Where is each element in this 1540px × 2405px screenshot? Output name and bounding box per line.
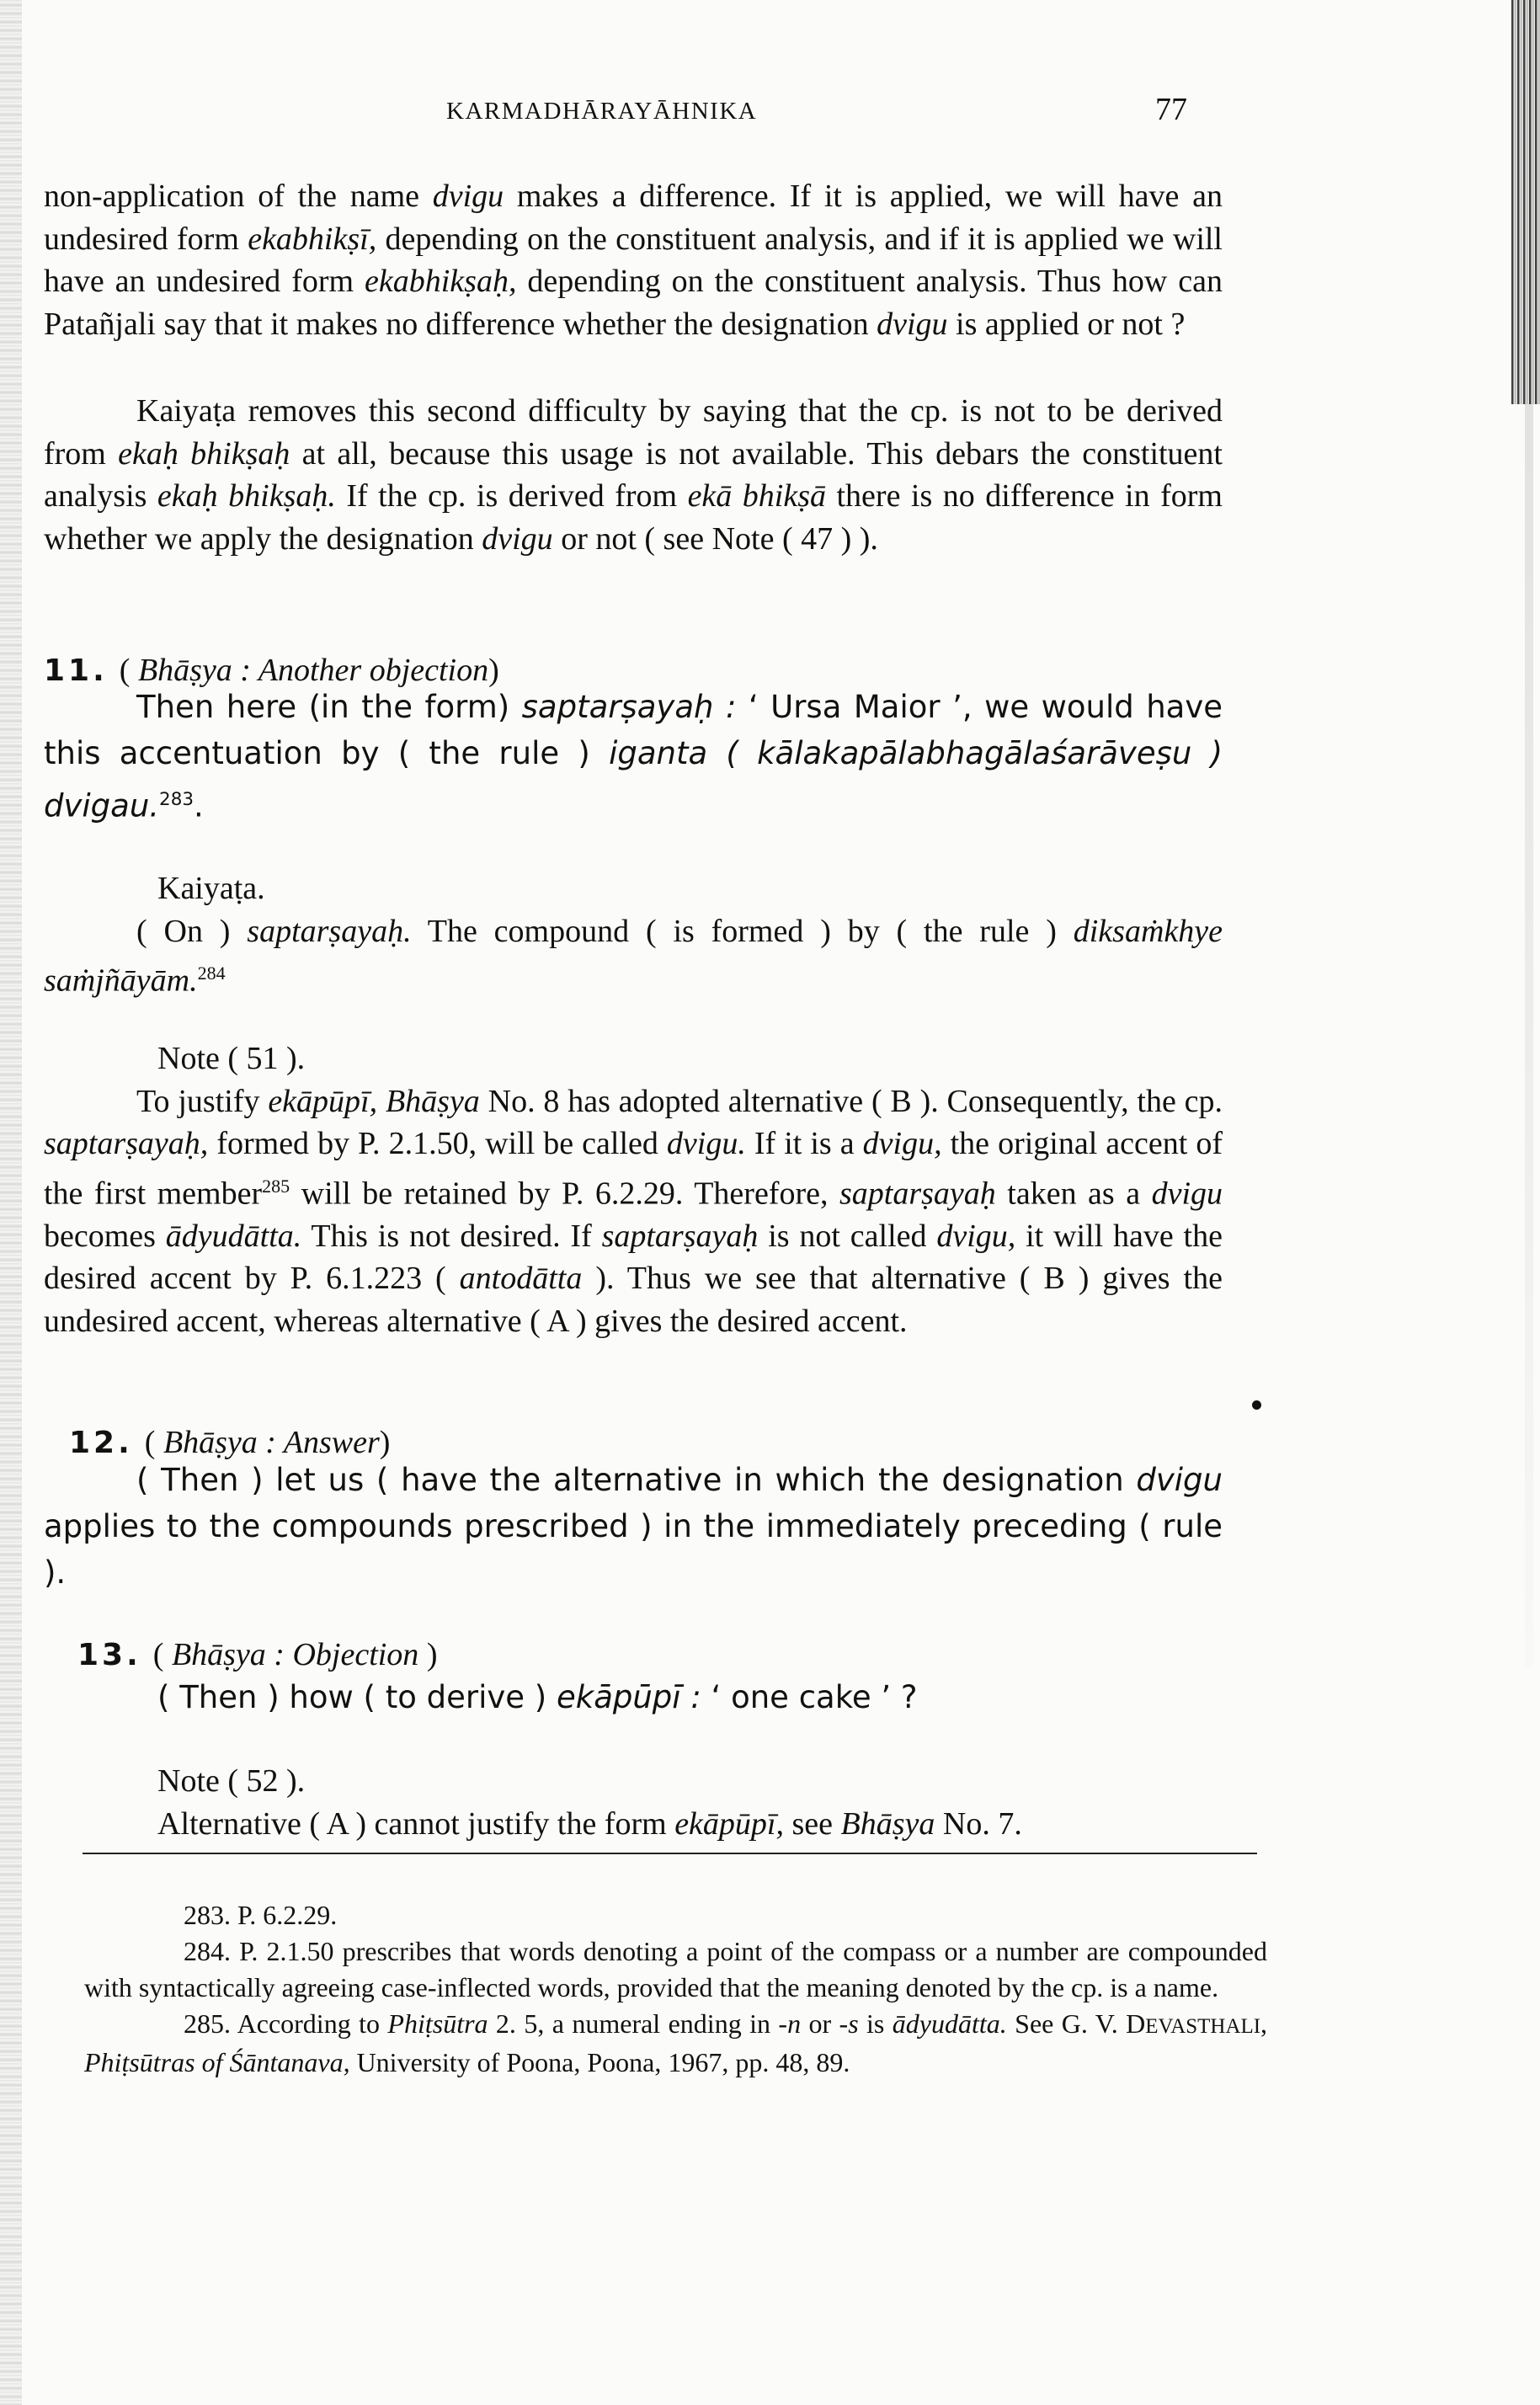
text-run: at all, because this usage is not available. This debars the constituent analysis — [44, 435, 1223, 514]
text-run: This is not desired. If — [301, 1218, 602, 1254]
text-run: ( Then ) how ( to derive ) — [157, 1679, 557, 1715]
text-run: 2. 5, a numeral ending in — [488, 2008, 779, 2039]
text-run: is not called — [758, 1218, 937, 1254]
text-run: Bhāṣya : Objection — [171, 1637, 419, 1672]
text-run: -s — [839, 2008, 859, 2039]
paragraph-continuation — [44, 175, 1223, 345]
text-run: ( — [119, 653, 138, 688]
text-run: ( Then ) let us ( have the alternative in which the designation — [136, 1462, 1137, 1498]
text-run: 283 — [159, 789, 194, 810]
text-run: 284 — [197, 963, 226, 984]
section-heading — [145, 1425, 391, 1460]
page-number: 77 — [1155, 92, 1187, 127]
ink-dot — [1252, 1400, 1261, 1410]
section-heading — [120, 653, 499, 688]
text-run: saptarṣayaḥ. — [247, 913, 412, 949]
text-run: non-application of the name — [44, 179, 433, 214]
text-run: is — [858, 2008, 893, 2039]
section-11-kaiyata — [44, 867, 1223, 1002]
running-title: KARMADHĀRAYĀHNIKA — [446, 98, 758, 125]
text-run: University of Poona, Poona, 1967, pp. 48, 89. — [349, 2047, 850, 2077]
text-run: dvigu — [877, 306, 948, 342]
text-run: 285 — [262, 1175, 290, 1197]
text-run: ekaḥ bhikṣaḥ — [118, 435, 290, 472]
text-run: Alternative ( A ) cannot justify the form — [157, 1805, 675, 1842]
footnote-284 — [84, 1933, 1267, 2006]
text-run: -n — [778, 2008, 802, 2039]
bhasya-text — [44, 684, 1223, 829]
section-11-note — [44, 1037, 1223, 1342]
text-run: Bhāṣya — [840, 1805, 935, 1842]
text-run: is applied or not ? — [947, 306, 1186, 342]
scan-edge-left — [0, 0, 22, 2405]
note-label: Note ( 52 ). — [157, 1763, 306, 1799]
section-number: 13. — [77, 1638, 141, 1672]
text-run: dvigu — [1151, 1176, 1223, 1212]
text-run: No. 8 has adopted alternative ( B ). Consequently, the cp. — [479, 1083, 1223, 1119]
text-run: Kaiyaṭa removes this second difficulty by saying that the cp. is not to be derived from — [44, 393, 1223, 472]
text-run: depending on the constituent analysis, and if it is applied we will have an undesired form — [44, 221, 1223, 299]
text-run: ) — [488, 653, 499, 688]
text-run: will be retained by P. 6.2.29. Therefore, — [290, 1176, 839, 1212]
text-run: ( — [152, 1637, 172, 1672]
scan-edge-right — [1511, 0, 1540, 404]
section-11-bhasya — [44, 684, 1223, 829]
text-run: . — [194, 787, 204, 824]
text-run: The compound ( is formed ) by ( the rule ) — [411, 913, 1074, 949]
text-run: ). Thus we see that alternative ( B ) gives the undesired accent, whereas alternative ( A ) gives the desired accent. — [44, 1261, 1223, 1339]
bhasya-text — [44, 1457, 1223, 1596]
text-run: , — [1260, 2008, 1268, 2039]
text-run: dvigu — [432, 179, 504, 214]
text-run: Bhāṣya — [385, 1083, 480, 1119]
text-run: ādyudātta. — [892, 2008, 1007, 2039]
text-run: diksaṁkhye saṁjñāyām. — [44, 913, 1223, 999]
text-run: the original accent of the first member — [44, 1126, 1223, 1212]
text-run: ekāpūpī : — [557, 1679, 701, 1715]
text-run: Phiṭsūtras of Śāntanava, — [84, 2047, 350, 2077]
section-number: 12. — [69, 1426, 133, 1460]
text-run: iganta ( kālakapālabhagālaśarāveṣu ) dvigau. — [44, 735, 1223, 824]
text-run: or — [801, 2008, 839, 2039]
kaiyata-label: Kaiyaṭa. — [157, 871, 265, 906]
text-run: see — [783, 1805, 841, 1842]
text-run: ādyudātta. — [165, 1218, 302, 1254]
footnote-rule — [83, 1853, 1257, 1854]
footnotes — [84, 1897, 1267, 2081]
note-text — [44, 1803, 1223, 1846]
text-run — [377, 1084, 386, 1119]
text-run: dvigu — [1136, 1462, 1223, 1498]
text-run: ( — [144, 1425, 163, 1460]
scan-edge-right-shadow — [1525, 404, 1533, 1667]
footnote-283 — [84, 1897, 1267, 1933]
note-label: Note ( 51 ). — [157, 1041, 306, 1076]
text-run: 285. According to — [184, 2008, 388, 2039]
text-run: saptarṣayaḥ, — [44, 1126, 209, 1161]
text-run: 284. P. 2.1.50 prescribes that words denoting a point of the compass or a number are compounded with syntactically agreeing case-inflected words, provided that the meaning denoted by the cp. is a name. — [84, 1936, 1267, 2002]
text-run: saptarṣayaḥ — [601, 1218, 759, 1254]
section-heading — [153, 1637, 438, 1672]
section-13-heading — [44, 1634, 1223, 1677]
text-run: Phiṭsūtra — [387, 2008, 488, 2039]
text-run: dvigu, — [936, 1218, 1016, 1254]
section-12-bhasya — [44, 1457, 1223, 1596]
section-13-bhasya — [44, 1674, 1223, 1720]
bhasya-text — [44, 1674, 1223, 1720]
text-run: ekāpūpī, — [268, 1083, 378, 1119]
text-run: See G. V. D — [1006, 2008, 1146, 2039]
text-run: EVASTHALI — [1145, 2015, 1261, 2038]
paragraph-kaiyata-removal — [44, 390, 1223, 560]
text-run: it will have the desired accent by P. 6.1.223 ( — [44, 1218, 1223, 1297]
text-run: makes a difference. If it is applied, we will have an undesired form — [44, 179, 1223, 257]
text-run: dvigu, — [862, 1126, 942, 1161]
section-13-note — [44, 1760, 1223, 1845]
text-run: dvigu — [482, 520, 553, 557]
text-run: ekabhikṣī, — [248, 221, 377, 257]
text-run: or not ( see Note ( 47 ) ). — [552, 520, 878, 557]
footnote-285 — [84, 2006, 1267, 2081]
text-run: taken as a — [995, 1176, 1152, 1212]
text-run: No. 7. — [935, 1805, 1022, 1842]
text-run: applies to the compounds prescribed ) in the immediately preceding ( rule ). — [44, 1508, 1223, 1591]
section-number: 11. — [44, 653, 108, 688]
text-run: formed by P. 2.1.50, will be called — [208, 1126, 667, 1161]
paragraph-1 — [44, 175, 1223, 345]
text-run: ) — [379, 1425, 391, 1460]
text-run: Bhāṣya : Another objection — [137, 653, 489, 688]
note-text — [44, 1080, 1223, 1343]
paragraph-2 — [44, 390, 1223, 560]
text-run: ekaḥ bhikṣaḥ. — [157, 478, 336, 514]
text-run: Then here (in the form) — [136, 689, 522, 725]
text-run: there is no difference in form whether we apply the designation — [44, 478, 1223, 557]
text-run: ‘ one cake ’ ? — [701, 1679, 918, 1715]
text-run: becomes — [44, 1218, 166, 1254]
text-run: saptarṣayaḥ — [839, 1176, 996, 1212]
text-run: ) — [418, 1637, 438, 1672]
text-run: depending on the constituent analysis. Thus how can Patañjali say that it makes no difference whether the designation — [44, 264, 1223, 342]
text-run: To justify — [136, 1083, 269, 1119]
text-run: saptarṣayaḥ : — [521, 689, 737, 725]
text-run: ‘ Ursa Maior ’, we would have this accentuation by ( the rule ) — [44, 689, 1223, 771]
text-run: If the cp. is derived from — [335, 478, 688, 514]
text-run: If it is a — [745, 1126, 863, 1161]
text-run: 283. P. 6.2.29. — [184, 1900, 338, 1930]
text-run: ekā bhikṣā — [687, 478, 826, 514]
text-run: ( On ) — [136, 913, 248, 949]
text-run: dvigu. — [666, 1126, 746, 1161]
text-run: antodātta — [459, 1261, 583, 1297]
text-run: Bhāṣya : Answer — [163, 1425, 380, 1460]
text-run: ekāpūpī, — [674, 1805, 784, 1842]
text-run: ekabhikṣaḥ, — [365, 264, 517, 299]
kaiyata-text — [44, 910, 1223, 1003]
